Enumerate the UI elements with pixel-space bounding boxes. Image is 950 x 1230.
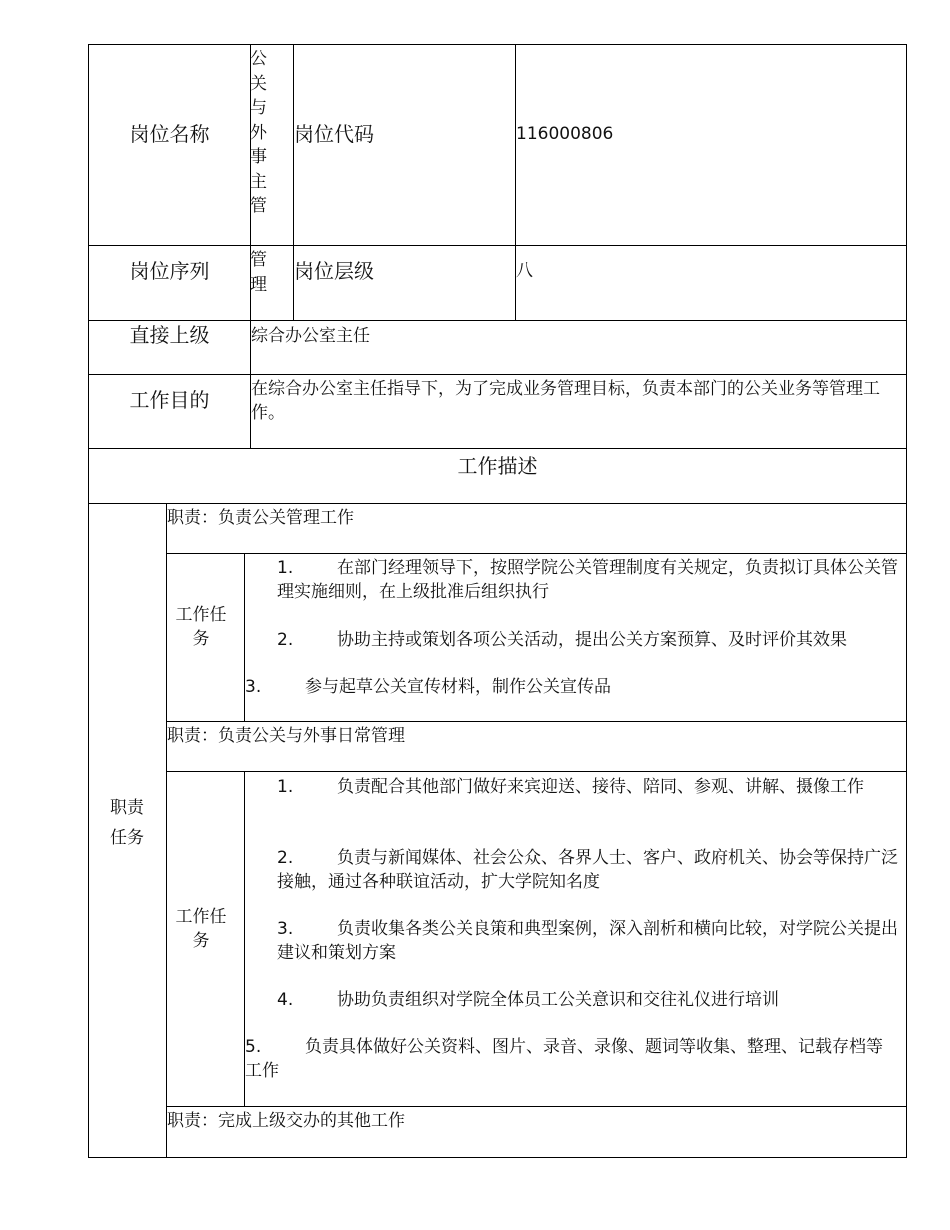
task-number: 2. xyxy=(277,630,294,650)
task-text: 在部门经理领导下，按照学院公关管理制度有关规定，负责拟订具体公关管理实施细则，在上级批准后组织执行 xyxy=(277,558,898,602)
task-label: 工作任务 xyxy=(175,605,227,649)
task-number: 1. xyxy=(277,777,294,797)
task-text: 负责与新闻媒体、社会公众、各界人士、客户、政府机关、协会等保持广泛接触，通过各种联谊活动，扩大学院知名度 xyxy=(277,848,898,892)
task-item xyxy=(245,675,899,699)
task-number: 1. xyxy=(277,558,294,578)
task-item xyxy=(277,775,899,799)
value-position-name: 公关与外事主管 xyxy=(250,49,267,216)
task-text: 负责具体做好公关资料、图片、录音、录像、题词等收集、整理、记载存档等工作 xyxy=(245,1037,883,1081)
label-position-level: 岗位层级 xyxy=(294,259,374,283)
value-position-sequence: 管理 xyxy=(250,250,267,295)
task-text: 协助主持或策划各项公关活动，提出公关方案预算、及时评价其效果 xyxy=(337,630,847,650)
task-item xyxy=(277,846,899,894)
duty-heading: 职责：负责公关与外事日常管理 xyxy=(167,726,405,746)
task-text: 参与起草公关宣传材料，制作公关宣传品 xyxy=(305,677,611,697)
task-text: 协助负责组织对学院全体员工公关意识和交往礼仪进行培训 xyxy=(337,990,779,1010)
task-number: 2. xyxy=(277,848,294,868)
task-number: 3. xyxy=(277,919,294,939)
task-label: 工作任务 xyxy=(175,907,227,951)
value-work-purpose: 在综合办公室主任指导下，为了完成业务管理目标，负责本部门的公关业务等管理工作。 xyxy=(251,379,880,423)
duty-heading: 职责：负责公关管理工作 xyxy=(167,508,354,528)
task-text: 负责收集各类公关良策和典型案例，深入剖析和横向比较，对学院公关提出建议和策划方案 xyxy=(277,919,898,963)
label-direct-superior: 直接上级 xyxy=(129,323,210,347)
label-position-code: 岗位代码 xyxy=(294,122,374,146)
value-direct-superior: 综合办公室主任 xyxy=(251,326,370,346)
task-text: 负责配合其他部门做好来宾迎送、接待、陪同、参观、讲解、摄像工作 xyxy=(337,777,864,797)
task-number: 4. xyxy=(277,990,294,1010)
label-position-sequence: 岗位序列 xyxy=(129,259,210,283)
value-position-level: 八 xyxy=(516,261,533,281)
label-work-purpose: 工作目的 xyxy=(129,388,210,412)
task-item xyxy=(277,556,899,604)
label-position-name: 岗位名称 xyxy=(129,122,210,146)
task-item xyxy=(245,1035,899,1083)
task-item xyxy=(277,917,899,965)
value-position-code: 116000806 xyxy=(516,124,614,144)
section-title: 工作描述 xyxy=(457,454,538,478)
task-item xyxy=(277,628,899,652)
task-item xyxy=(277,988,899,1012)
task-number: 5. xyxy=(245,1037,262,1057)
task-number: 3. xyxy=(245,677,262,697)
duties-label: 职责任务 xyxy=(110,798,144,848)
duty-heading: 职责：完成上级交办的其他工作 xyxy=(167,1111,405,1131)
